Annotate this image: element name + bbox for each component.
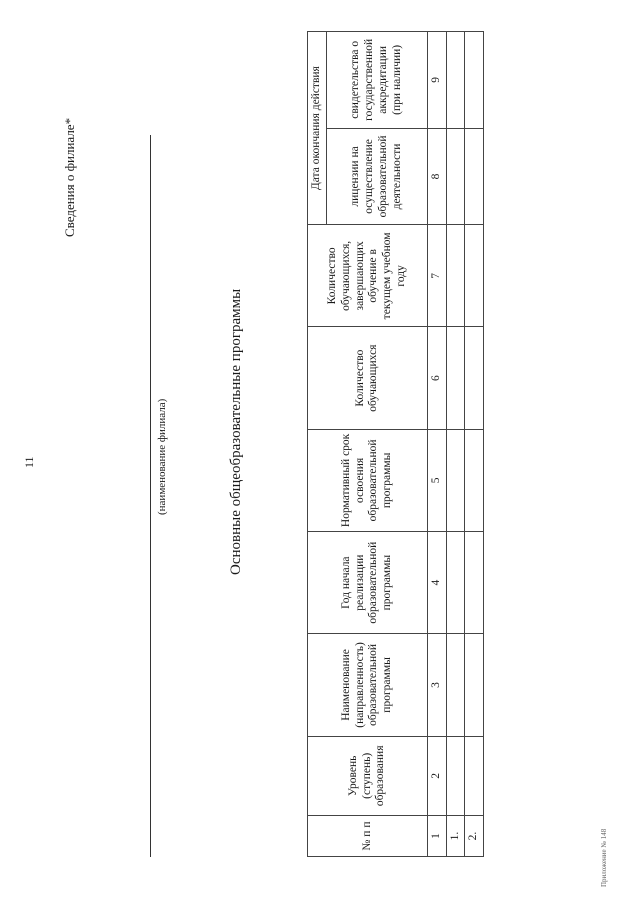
row-number: 2. [465, 816, 484, 857]
header-row-1 [308, 32, 327, 857]
column-number: 2 [427, 736, 446, 816]
empty-cell [446, 128, 465, 225]
col-accreditation-header: свидетельства о государственной аккредитации (при наличии) [326, 32, 427, 129]
empty-cell [465, 327, 484, 429]
col-expiry-group-header: Дата окончания действия [308, 32, 327, 225]
column-number-row [427, 32, 446, 857]
form-title: Сведения о филиале* [62, 117, 77, 237]
branch-name-caption: (наименование филиала) [156, 398, 168, 515]
footer-note: Приложение № 148 [600, 828, 608, 887]
col-level-header: Уровень (ступень) образования [308, 736, 428, 816]
column-number: 7 [427, 225, 446, 327]
column-number: 6 [427, 327, 446, 429]
col-start-year-header: Год начала реализации образовательной программы [308, 532, 428, 634]
empty-cell [465, 225, 484, 327]
empty-cell [446, 327, 465, 429]
empty-cell [465, 429, 484, 531]
empty-cell [446, 634, 465, 736]
empty-cell [446, 736, 465, 816]
column-number: 3 [427, 634, 446, 736]
empty-cell [446, 32, 465, 129]
table-row [446, 32, 465, 857]
branch-name-line [150, 135, 151, 857]
section-title: Основные общеобразовательные программы [228, 288, 244, 575]
column-number: 1 [427, 816, 446, 857]
empty-cell [465, 128, 484, 225]
column-number: 4 [427, 532, 446, 634]
page-number: 11 [22, 456, 36, 468]
column-number: 9 [427, 32, 446, 129]
empty-cell [465, 532, 484, 634]
empty-cell [465, 634, 484, 736]
col-name-header: Наименование (направленность) образовательной программы [308, 634, 428, 736]
column-number: 5 [427, 429, 446, 531]
programs-table [307, 31, 484, 857]
col-num-header: № п п [308, 816, 428, 857]
column-number: 8 [427, 128, 446, 225]
empty-cell [465, 32, 484, 129]
empty-cell [465, 736, 484, 816]
empty-cell [446, 225, 465, 327]
col-graduating-header: Количество обучающихся, завершающих обучение в текущем учебном году [308, 225, 428, 327]
col-license-header: лицензии на осуществление образовательной деятельности [326, 128, 427, 225]
col-students-header: Количество обучающихся [308, 327, 428, 429]
table-row [465, 32, 484, 857]
empty-cell [446, 429, 465, 531]
col-normative-term-header: Нормативный срок освоения образовательной программы [308, 429, 428, 531]
empty-cell [446, 532, 465, 634]
row-number: 1. [446, 816, 465, 857]
